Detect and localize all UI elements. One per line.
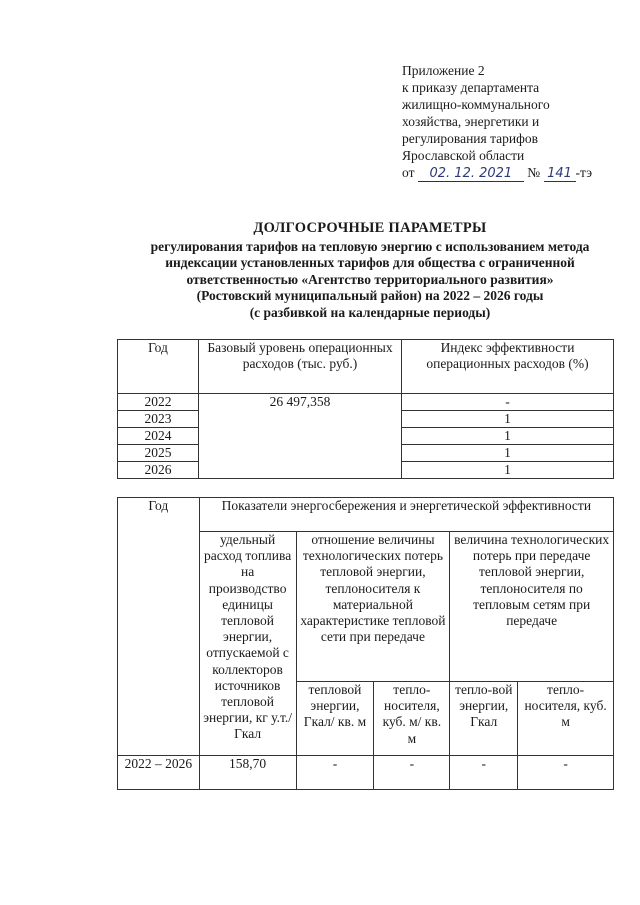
title-line: индексации установленных тарифов для общества с ограниченной [165, 255, 575, 270]
header-year: Год [118, 498, 200, 756]
header-heat-gcal: тепло-вой энергии, Гкал [450, 682, 518, 756]
appendix-line: к приказу департамента [402, 80, 540, 95]
header-carrier-cubic: тепло-носителя, куб. м [518, 682, 614, 756]
header-indicators: Показатели энергосбережения и энергетической эффективности [199, 498, 613, 532]
appendix-line: жилищно-коммунального [402, 97, 550, 112]
title-line: (с разбивкой на календарные периоды) [249, 304, 491, 320]
year-cell: 2025 [118, 445, 199, 462]
order-number: 141 [544, 167, 576, 182]
header-loss-value: величина технологических потерь при передаче тепловой энергии, теплоносителя по тепловым сетям при передаче [450, 532, 614, 682]
index-cell: 1 [402, 411, 614, 428]
appendix-line: хозяйства, энергетики и [402, 114, 540, 129]
header-year: Год [118, 340, 199, 394]
title-line: регулирования тарифов на тепловую энергию с использованием метода [150, 238, 590, 254]
header-efficiency-index: Индекс эффективности операционных расходов (%) [402, 340, 614, 394]
header-fuel-consumption: удельный расход топлива на производство единицы тепловой энергии, отпускаемой с коллекторов источников тепловой энергии, кг у.т./ Гкал [199, 532, 296, 756]
year-cell: 2023 [118, 411, 199, 428]
index-cell: 1 [402, 462, 614, 479]
index-cell: - [402, 394, 614, 411]
base-value-cell: 26 497,358 [199, 394, 402, 479]
year-cell: 2026 [118, 462, 199, 479]
carrier-ratio-cell: - [374, 756, 450, 790]
appendix-block [402, 62, 632, 182]
order-reference [402, 164, 632, 182]
opex-table [117, 339, 614, 479]
heat-loss-cell: - [450, 756, 518, 790]
table-row [118, 394, 614, 411]
header-carrier-per-sqm: тепло-носителя, куб. м/ кв. м [374, 682, 450, 756]
document-title [110, 220, 630, 321]
appendix-line: Ярославской области [402, 148, 525, 163]
title-line: (Ростовский муниципальный район) на 2022 – 2026 годы [196, 288, 544, 303]
table-row [118, 756, 614, 790]
from-label: от [402, 165, 415, 180]
index-cell: 1 [402, 445, 614, 462]
number-label: № [527, 165, 541, 180]
carrier-loss-cell: - [518, 756, 614, 790]
heat-ratio-cell: - [296, 756, 374, 790]
year-cell: 2022 [118, 394, 199, 411]
title-main: ДОЛГОСРОЧНЫЕ ПАРАМЕТРЫ [253, 220, 487, 236]
header-heat-per-sqm: тепловой энергии, Гкал/ кв. м [296, 682, 374, 756]
fuel-value-cell: 158,70 [199, 756, 296, 790]
year-cell: 2024 [118, 428, 199, 445]
title-line: ответственностью «Агентство территориального развития» [186, 271, 554, 287]
header-base-level: Базовый уровень операционных расходов (тыс. руб.) [199, 340, 402, 394]
energy-efficiency-table [117, 497, 614, 790]
index-cell: 1 [402, 428, 614, 445]
header-loss-ratio: отношение величины технологических потерь тепловой энергии, теплоносителя к материальной характеристике тепловой сети при передаче [296, 532, 450, 682]
order-suffix: -тэ [575, 165, 593, 180]
appendix-line: Приложение 2 [402, 63, 485, 78]
order-date: 02. 12. 2021 [418, 167, 524, 182]
appendix-line: регулирования тарифов [402, 131, 539, 146]
period-cell: 2022 – 2026 [118, 756, 200, 790]
